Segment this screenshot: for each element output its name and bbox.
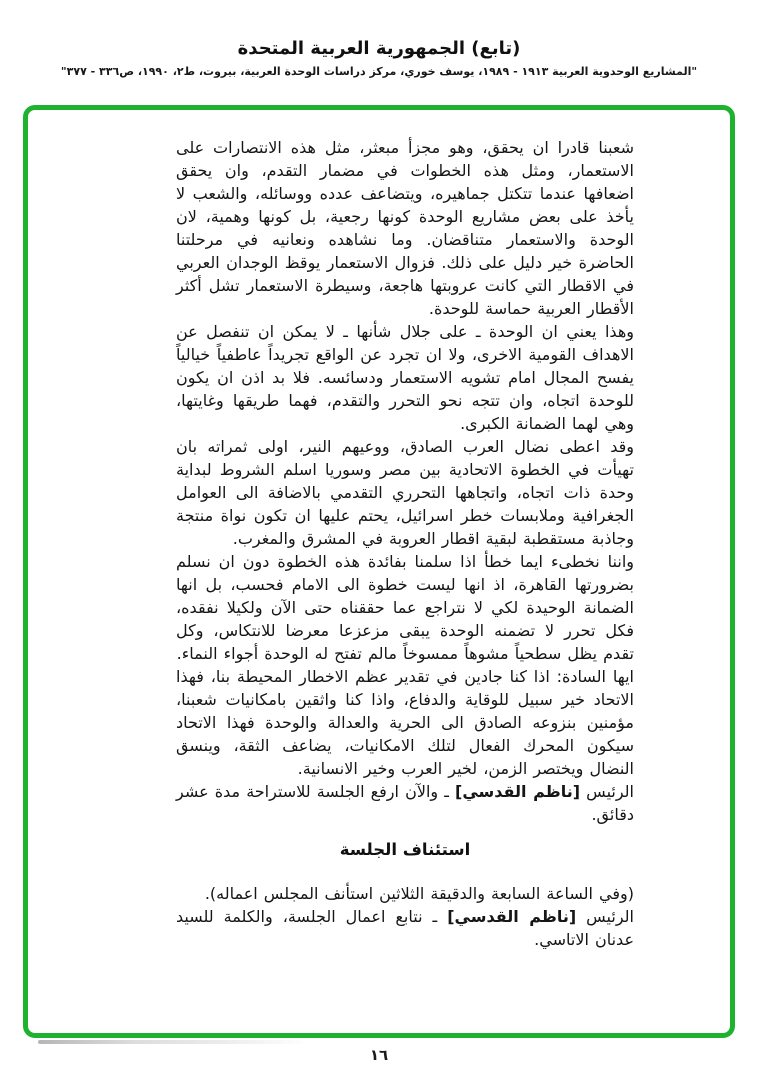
- content-frame: [23, 105, 735, 1038]
- body-paragraph: شعبنا قادرا ان يحقق، وهو مجزأ مبعثر، مثل هذه الانتصارات على الاستعمار، ومثل هذه الخطوات في مضمار التقدم، وان يحقق اضعافها عندما تتكتل جماهيره، ويتضاعف عدده ووسائله، والشعب لا يأخذ على بعض مشاريع الوحدة كونها رجعية، بل كونها وهمية، لان الوحدة والاستعمار متناقضان. وما نشاهده ونعانيه في مرحلتنا الحاضرة خير دليل على ذلك. فزوال الاستعمار يوقظ الوجدان العربي في الاقطار التي كانت عروبتها هاجعة، وسيطرة الاستعمار تشل أكثر الأقطار العربية حماسة للوحدة.: [176, 138, 634, 318]
- speech-text: ـ نتابع اعمال الجلسة، والكلمة للسيد عدنان الاتاسي.: [176, 907, 634, 949]
- body-paragraph: وقد اعطى نضال العرب الصادق، ووعيهم النير، اولى ثمراته بان تهيأت في الخطوة الاتحادية بين مصر وسوريا اسلم الشروط لبداية وحدة ذات اتجاه، واتجاهها التحرري التقدمي بالاضافة الى العوامل الجغرافية وملابسات خطر اسرائيل، يحتم عليها ان تكون نواة منتجة وجاذبة مستقطبة لبقية اقطار العروبة في المشرق والمغرب.: [176, 437, 634, 548]
- scan-artifact: [38, 1040, 310, 1044]
- speaker-role: الرئيس: [580, 782, 634, 801]
- page-number: ١٦: [369, 1046, 389, 1064]
- body-paragraph: ايها السادة: اذا كنا جادين في تقدير عظم الاخطار المحيطة بنا، فهذا الاتحاد خير سبيل للوقاية والدفاع، واذا كنا واثقين بامكانيات شعبنا، مؤمنين بنزوعه الصادق الى الحرية والعدالة والوحدة فهذا الاتحاد سيكون المحرك الفعال لتلك الامكانيات، يضاعف الثقة، وينسق النضال ويختصر الزمن، لخير العرب وخير الانسانية.: [176, 667, 634, 778]
- page-title: (تابع) الجمهورية العربية المتحدة: [237, 38, 521, 59]
- speaker-name: [ناظم القدسي]: [455, 782, 581, 801]
- section-heading: استئناف الجلسة: [339, 840, 471, 859]
- speaker-name: [ناظم القدسي]: [447, 907, 577, 926]
- speech-line: [176, 905, 634, 951]
- body-paragraph: واننا نخطىء ايما خطأ اذا سلمنا بفائدة هذه الخطوة دون ان نسلم بضرورتها القاهرة، اذ انها ليست خطوة الى الامام فحسب، بل انها الضمانة الوحيدة لكي لا نتراجع عما حققناه حتى الآن ولكيلا نفقده، فكل تحرر لا تضمنه الوحدة يبقى مزعزعا معرضا للانتكاس، وكل تقدم يظل سطحياً مشوهاً ممسوخاً مالم تفتح له الوحدة أجواء النماء.: [176, 552, 634, 663]
- speech-line: [176, 780, 634, 826]
- body-paragraph: وهذا يعني ان الوحدة ـ على جلال شأنها ـ لا يمكن ان تنفصل عن الاهداف القومية الاخرى، ولا ان تجرد عن الواقع تجريداً عاطفياً خيالياً يفسح المجال امام تشويه الاستعمار ودسائسه. فلا بد اذن ان يكون للوحدة اتجاه، وان تتجه نحو التحرر والتقدم، فهما طريقها وغايتها، وهي لهما الضمانة الكبرى.: [176, 322, 634, 433]
- body-paragraph: (وفي الساعة السابعة والدقيقة الثلاثين استأنف المجلس اعماله).: [204, 884, 634, 903]
- speaker-role: الرئيس: [576, 907, 634, 926]
- speech-text: ـ والآن ارفع الجلسة للاستراحة مدة عشر دقائق.: [176, 782, 634, 824]
- source-citation: "المشاريع الوحدوية العربية ١٩١٣ - ١٩٨٩، يوسف خوري، مركز دراسات الوحدة العربية، بيروت، ط٢، ١٩٩٠، ص٣٣٦ - ٣٧٧": [60, 65, 698, 78]
